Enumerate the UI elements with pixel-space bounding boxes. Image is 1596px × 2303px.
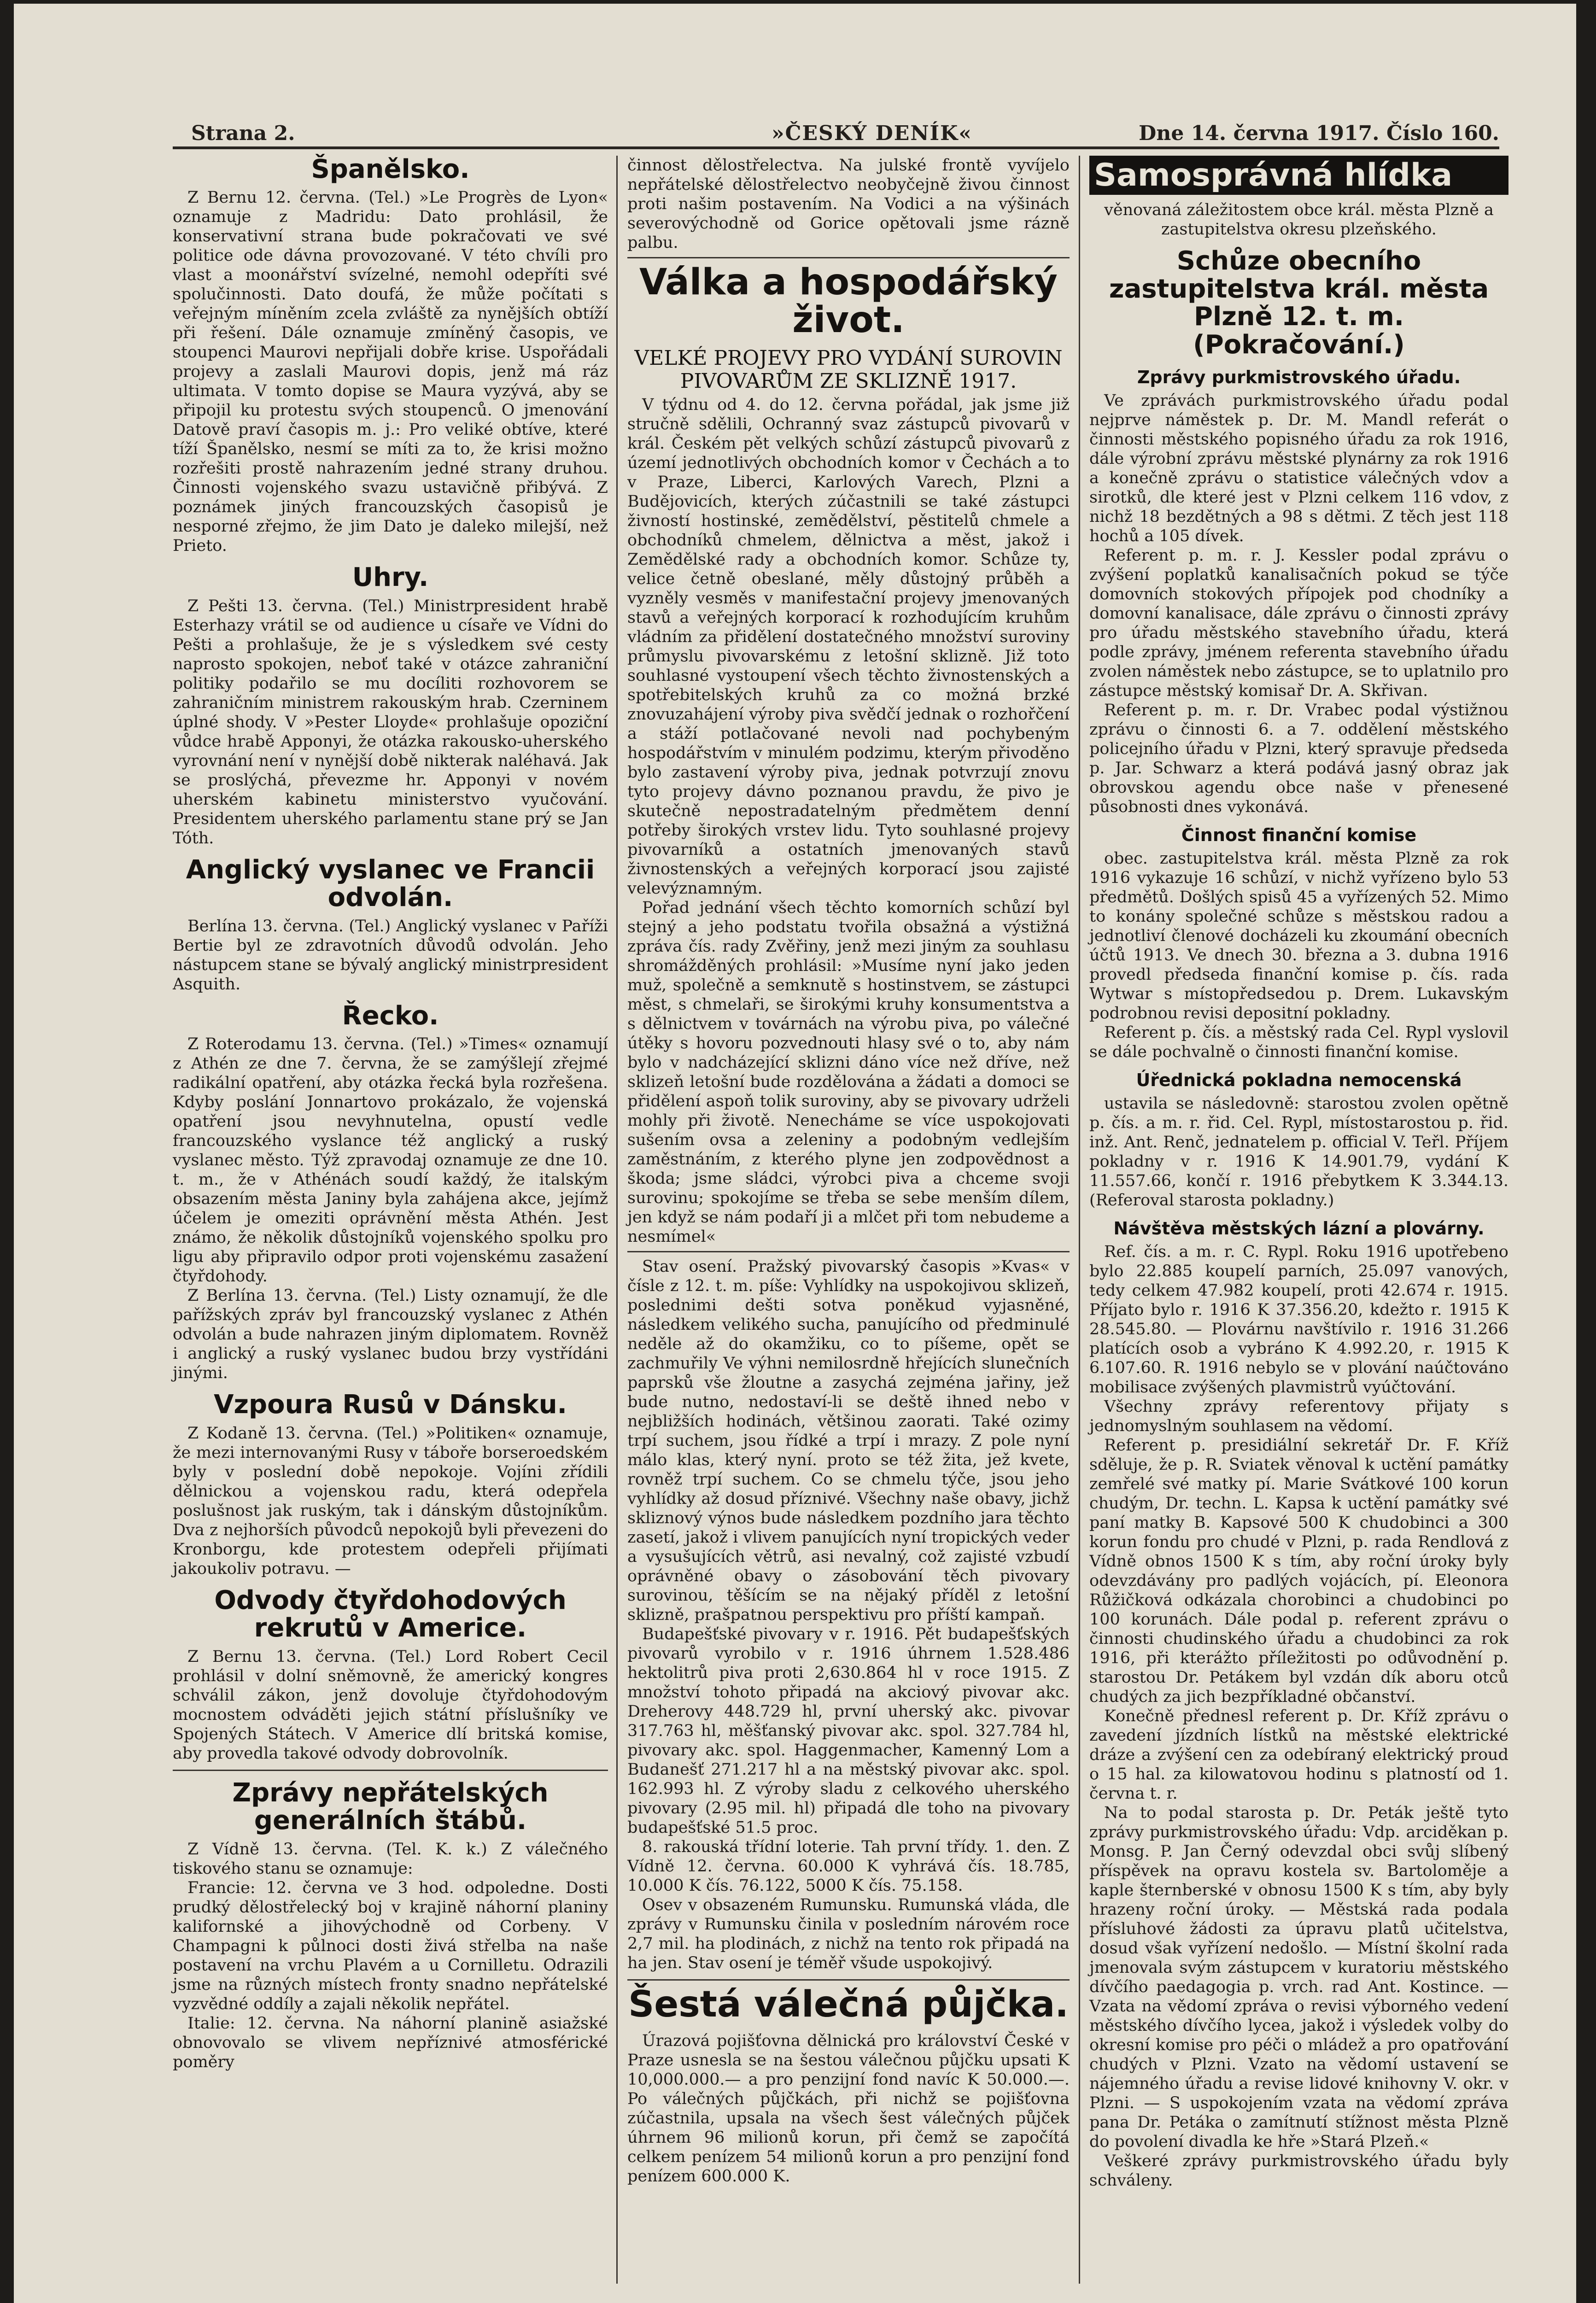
column-left [173,156,608,2078]
article-body: Budapešťské pivovary v r. 1916. Pět budapešťských pivovarů vyrobilo v r. 1916 úhrnem 1.528.486 hektolitrů piva proti 2,630.864 hl v roce 1915. Z množství tohoto připadá na akciový pivovar akc. Dreherovy 448.729 hl, první uherský akc. pivovar 317.763 hl, měšťanský pivovar akc. spol. 327.784 hl, pivovary akc. spol. Haggenmacher, Kamenný Lom a Budanešť 271.217 hl a na městský pivovar akc. spol. 162.993 hl. Z výroby sladu z celkového uherského pivovary (2.95 mil. hl) připadá dle toho na pivovary budapešťské 51.5 proc. [627,1625,1070,1837]
article-spanelsko [173,156,608,555]
page-number: Strana 2. [191,122,295,145]
header-rule [173,146,1499,149]
section-rule [627,1979,1070,1981]
article-body: Ve zprávách purkmistrovského úřadu podal nejprve náměstek p. Dr. M. Mandl referát o činnosti městského popisného úřadu za rok 1916, dále výrobní zprávu městské plynárny za rok 1916 a konečně zprávu o statistice válečných vdov a sirotků, dle které jest v Plzni celkem 116 vdov, z nichž 18 bezdětných a 98 s dětmi. Z těch jest 118 hochů a 105 dívek. [1089,392,1508,546]
column-divider [616,156,618,2284]
article-body: Berlína 13. června. (Tel.) Anglický vyslanec v Paříži Bertie byl ze zdravotních důvodů odvolán. Jeho nástupcem stane se bývalý anglický ministrpresident Asquith. [173,917,608,994]
masthead: »ČESKÝ DENÍK« [772,122,972,145]
article-body: Z Roterodamu 13. června. (Tel.) »Times« oznamují z Athén ze dne 7. června, že se zamýšlejí zřejmé radikální opatření, aby otázka řecká byla rozřešena. Kdyby poslání Jonnartovo prokázalo, že vojenská opatření jsou nevyhnutelna, opustí vedle francouzského vyslance též anglický a ruský vyslanec město. Týž zpravodaj oznamuje ze dne 10. t. m., že v Athénách soudí každý, že italským obsazením města Janiny byla zahájena akce, jejímž účelem je omeziti oprávnění města Athén. Jest známo, že několik důstojníků vojenského spolku pro ligu aby připravilo odpor proti vojenskému zasažení čtyřdohody. [173,1035,608,1286]
article-title: Vzpoura Rusů v Dánsku. [214,1390,567,1420]
article-title: Schůze obecního zastupitelstva král. města Plzně 12. t. m. (Pokračování.) [1109,246,1489,360]
article-body: Veškeré zprávy purkmistrovského úřadu byly schváleny. [1089,2152,1508,2190]
article-body: obec. zastupitelstva král. města Plzně za rok 1916 vykazuje 16 schůzí, v nichž vyřízeno bylo 53 předmětů. Došlých spisů 45 a vyřízených 52. Mimo to konány společné schůze s městskou radou a jednotliví členové docházeli ku zkoumání obecních účtů 1913. Ve dnech 30. března a 3. dubna 1916 provedl předseda finanční komise p. čís. rada Wytwar s místopředsedou p. Drem. Lukavským podrobnou revisi depositní pokladny. [1089,849,1508,1023]
column-right [1089,156,1508,2190]
article-body: Z Kodaně 13. června. (Tel.) »Politiken« oznamuje, že mezi internovanými Rusy v táboře borseroedském byly v poslední době nepokoje. Vojíni zřídili dělnickou a vojenskou radu, která odepřela poslušnost jak ruským, tak i dánským důstojníkům. Dva z nejhorších původců nepokojů byli převezeni do Kronborgu, kde protestem odepřeli přijímati jakoukoliv potravu. — [173,1424,608,1578]
article-recko [173,1002,608,1383]
article-body: Z Bernu 12. června. (Tel.) »Le Progrès de Lyon« oznamuje z Madridu: Dato prohlásil, že konservativní strana bude pokračovati ve své politice ode dávna provozované. V této chvíli pro vlast a moonářství svízelné, nemohl odepříti své spolučinnosti. Dato doufá, že může počítati s veřejným míněním zcela zvláště za nynějších obtíží při řešení. Dále oznamuje zmíněný časopis, ve stoupenci Maurovi nepřijali dobře krise. Uspořádali projevy a zaslali Maurovi dopis, jenž má ráz ultimata. V tomto dopise se Maura vyzývá, aby se připojil ku protestu svých stoupenců. O jmenování Datově praví časopis m. j.: Pro veliké obtíve, které tíží Španělsko, nesmí se míti za to, že krisi možno rozřešiti prostě nahrazením jedné strany druhou. Činnosti vojenského svazu ustavičně přibývá. Z poznámek jiných francouzských časopisů je nesporné zřejmo, že jim Dato je daleko milejší, než Prieto. [173,188,608,555]
newspaper-page [14,4,1576,2303]
article-body: Pořad jednání všech těchto komorních schůzí byl stejný a jeho podstatu tvořila obsažná a výstižná zpráva čís. rady Zvěřiny, jenž mezi jiným za souhlasu shromážděných prohlásil: »Musíme nyní jako jeden muž, společně a semknutě s hostinstvem, se zástupci měst, s chmelaři, se širokými kruhy konsumentstva a s dělnictvem v továrnách na výrobu piva, po válečné útěky s hovoru pozvednouti hlasy své o to, aby nám bylo v nadcházející sklizni dáno více než dříve, než sklizeň letošní bude rozdělována a žádati a domoci se přidělení aspoň tolik suroviny, aby se pivovary udrželi mohly při životě. Nenecháme se více uspokojovati sušením ovsa a zeleniny a podobným vedlejším zaměstnáním, z kterého plyne jen zodpovědnost a škoda; jsme sládci, výrobci piva a chceme svoji surovinu; spokojíme se třeba se sebe menším dílem, jen když se nám podaří ji a mlčet při tom nebudeme a nesmímel« [627,898,1070,1246]
article-title: Zprávy nepřátelských generálních štábů. [232,1777,549,1836]
section-rule [627,257,1070,258]
article-title: Uhry. [352,562,429,593]
article-odvody [173,1587,608,1763]
article-body: 8. rakouská třídní loterie. Tah první třídy. 1. den. Z Vídně 12. června. 60.000 K vyhrává čís. 18.785, 10.000 K čís. 76.122, 5000 K čís. 75.158. [627,1837,1070,1895]
article-body: Stav osení. Pražský pivovarský časopis »Kvas« v čísle z 12. t. m. píše: Vyhlídky na uspokojivou sklizeň, poslednimi dešti sotva poněkud vyjasněné, následkem velikého sucha, panujícího od předminulé neděle až do okamžiku, co to píšeme, opět se zachmuřily Ve výhni nemilosrdně hřejících slunečních paprsků vše žloutne a zasychá zejména jařiny, jež bude nutno, nedostaví-li se deště ihned nebo v nejbližších hodinách, většinou zaorati. Také ozimy trpí suchem, jsou řídké a trpí i mrazy. Z pole nyní málo klas, který nyní. proto se též žita, jež kvete, rovněž trpí suchem. Co se chmelu týče, jsou jeho vyhlídky až dosud příznivé. Všechny naše obavy, jichž skliznový výnos bude následkem pozdního jara těchto zasetí, jakož i vlivem panujících nyní tropických veder a vysušujících větrů, asi nevalný, což zajisté vzbudí oprávněné obavy o zásobování těch pivovary surovinou, těšícím se na nějaký příděl z letošní sklizně, prašpatnou perspektivu pro příští kampaň. [627,1257,1070,1624]
article-body: Francie: 12. června ve 3 hod. odpoledne. Dosti prudký dělostřelecký boj v krajině náhorní planiny kalifornské a jihovýchodně od Corbeny. V Champagni k půlnoci dosti živá střelba na naše postavení na vrchu Plavém a u Cornilletu. Odrazili jsme na různých místech fronty snadno nepřátelské vyzvědné oddíly a zajali několik nepřátel. [173,1878,608,2013]
article-body: Referent p. čís. a městský rada Cel. Rypl vyslovil se dále pochvalně o činnosti finanční komise. [1089,1023,1508,1062]
subsection-title: Návštěva městských lázní a plovárny. [1113,1218,1485,1239]
article-body: Italie: 12. června. Na náhorní planině asiažské obnovovalo se vlivem nepříznivé atmosférické poměry [173,2014,608,2071]
issue-date: Dne 14. června 1917. Číslo 160. [1139,122,1499,145]
column-middle [627,156,1070,2192]
article-body: ustavila se následovně: starostou zvolen opětně p. čís. a m. r. řid. Cel. Rypl, místostarostou p. řid. inž. Ant. Renč, jednatelem p. official V. Teřl. Příjem pokladny v r. 1916 K 14.901.79, vydání K 11.557.66, končí r. 1916 přebytkem K 3.344.13. (Referoval starosta pokladny.) [1089,1094,1508,1210]
section-lead: věnovaná záležitostem obce král. města Plzně a zastupitelstva okresu plzeňského. [1104,201,1494,239]
subsection-title: Úřednická pokladna nemocenská [1136,1070,1462,1091]
column-divider [1079,156,1080,2284]
article-body: Referent p. m. r. J. Kessler podal zprávu o zvýšení poplatků kanalisačních pokud se týče domovních stokových přípojek pod chodníky a domovní kanalisace, dále zprávu o činnosti zprávy pro úřadu městského stavebního úřadu, která podle zprávy, jménem referenta stavebního úřadu zvolen náměstek nebo zástupce, se to uplatnilo pro zástupce městský komisař Dr. A. Skřivan. [1089,546,1508,701]
article-body: Ref. čís. a m. r. C. Rypl. Roku 1916 upotřebeno bylo 22.885 koupelí parních, 25.097 vanových, tedy celkem 47.982 koupelí, proti 42.674 r. 1915. Příjato bylo r. 1916 K 37.356.20, kdežto r. 1915 K 28.545.80. — Plovárnu navštívilo r. 1916 31.266 platících osob a vybráno K 4.992.20, r. 1915 K 6.107.60. R. 1916 nebylo se v plování naúčtováno mobilisace zvýšených plavmistrů vyúčtování. [1089,1243,1508,1397]
article-uhry [173,564,608,848]
article-body: Z Vídně 13. června. (Tel. K. k.) Z válečného tiskového stanu se oznamuje: [173,1840,608,1878]
article-vzpoura [173,1391,608,1578]
continued-text: činnost dělostřelectva. Na julské frontě vyvíjelo nepřátelské dělostřelectvo neobyčejně živou činnost proti našim postavením. Na Vodici a na výšinách severovýchodně od Gorice opětovali jsme rázně palbu. [627,156,1070,252]
article-body: Referent p. presidiální sekretář Dr. F. Kříž sděluje, že p. R. Sviatek věnoval k uctění památky zemřelé své matky pí. Marie Svátkové 100 korun chudým, Dr. techn. L. Kapsa k uctění památky své paní matky B. Kapsové 500 K chudobinci a 300 korun fondu pro chudé v Plzni, p. rada Rendlová z Vídně obnos 1500 K s tím, aby roční úroky byly odevzdávány pro padlých vojácích, pí. Eleonora Růžičková odkázala chorobinci a chudobinci po 100 korunách. Dále podal p. referent zprávu o činnosti chudinského úřadu a chudobinci za rok 1916, při kterážto příležitosti po odůvodnění p. starostou Dr. Petákem byl vzdán dík aboru otců chudých za jich bezpříkladné občanství. [1089,1436,1508,1707]
article-valka-hospodarsky-zivot [627,264,1070,1973]
section-rule [627,1251,1070,1252]
article-subtitle: VELKÉ PROJEVY PRO VYDÁNÍ SUROVIN PIVOVARŮM ZE SKLIZNĚ 1917. [634,346,1063,393]
article-sesta-pujcka [627,1983,1070,2186]
article-body: V týdnu od 4. do 12. června pořádal, jak jsme již stručně sdělili, Ochranný svaz zástupců pivovarů v král. Českém pět velkých schůzí zástupců pivovarů z území jednotlivých obchodních komor v Čechách a to v Praze, Liberci, Karlových Varech, Plzni a Budějovicích, kterých zúčastnili se také zástupci živností hostinské, zemědělství, pěstitelů chmele a obchodníků chmelem, dělnictva a měst, jakož i Zemědělské rady a obchodních komor. Schůze ty, velice četně obeslané, měly důstojný průběh a vyzněly vesměs v manifestační projevy jmenovaných stavů a veřejných korporací k rozhodujícím kruhům vládním za přidělení dostatečného množství suroviny průmyslu pivovarskému z letošní sklizně. Již toto souhlasné vystoupení všech těchto živnostenských a spotřebitelských kruhů za co možná brzké znovuzahájení výroby piva svědčí jednak o rozhořčení a stáží potlačované nevoli nad pochybeným hospodářstvím v minulém podzimu, kterým přivoděno bylo zastavení výroby piva, jednak potvrzují znovu tyto projevy dávno poznanou pravdu, že pivo je skutečně nepostradatelným předmětem denní potřeby širokých vrstev lidu. Tyto souhlasné projevy pivovarníků a ostatních jmenovaných stavů živnostenských a veřejných korporací jsou zajisté velevýznamným. [627,395,1070,898]
article-body: Úrazová pojišťovna dělnická pro království České v Praze usnesla se na šestou válečnou půjčku upsati K 10,000.000.— a pro penzijní fond navíc K 50.000.—. Po válečných půjčkách, při nichž se pojišťovna zúčastnila, upsala na všech šest válečných půjček úhrnem 96 milionů korun, při čemž se započítá celkem penízem 54 milionů korun a pro penzijní fond penízem 600.000 K. [627,2031,1070,2186]
section-banner: Samosprávná hlídka [1089,156,1508,195]
article-body: Referent p. m. r. Dr. Vrabec podal výstižnou zprávu o činnosti 6. a 7. oddělení městského policejního úřadu v Plzni, který spravuje předseda p. Jar. Schwarz a která podává jasný obraz jak obrovskou agendu obce naše v přenesené působnosti dnes vykonává. [1089,701,1508,817]
article-zpravy-stabu [173,1779,608,2072]
subsection-title: Zprávy purkmistrovského úřadu. [1137,367,1461,388]
subsection-title: Činnost finanční komise [1181,825,1417,846]
article-title: Šestá válečná půjčka. [628,1983,1069,2025]
article-title: Anglický vyslanec ve Francii odvolán. [186,854,595,913]
article-body: Osev v obsazeném Rumunsku. Rumunská vláda, dle zprávy v Rumunsku činila v posledním nárovém roce 2,7 mil. ha plodinách, z nichž na tento rok připadá na ha jen. Stav osení je téměř všude uspokojivý. [627,1895,1070,1972]
page-header [173,116,1499,148]
article-body: Konečně přednesl referent p. Dr. Kříž zprávu o zavedení jízdních lístků na městské elektrické dráze a zvýšení cen za odebíraný elektrický proud o 15 hal. za kilowatovou hodinu s platností od 1. června t. r. [1089,1707,1508,1803]
article-body: Na to podal starosta p. Dr. Peták ještě tyto zprávy purkmistrovského úřadu: Vdp. arciděkan p. Monsg. P. Jan Černý odevzdal obci svůj slíbený příspěvek na opravu kostela sv. Bartoloměje a kaple šternberské v obnosu 1500 K s tím, aby byly hrazeny roční úroky. — Městská rada podala přísluhové žádosti za úpravu platů učitelstva, dosud však vyřízení nedošlo. — Místní školní rada jmenovala svým zástupcem v kuratoriu městského dívčího paedagogia p. vrch. rad Ant. Kostince. — Vzata na vědomí zpráva o revisi výborného vedení městského dívčího lycea, jakož i výsledek volby do okresní komise pro péči o mládež a pro opatřování chudých v Plzni. Vzato na vědomí ustavení se nájemného úřadu a revise lidové knihovny V. okr. v Plzni. — S uspokojením vzata na vědomí zpráva pana Dr. Petáka o zamítnutí stížnost města Plzně do povolení divadla ke hře »Stará Plzeň.« [1089,1804,1508,2151]
article-title: Řecko. [342,1000,439,1031]
article-body: Z Pešti 13. června. (Tel.) Ministrpresident hrabě Esterhazy vrátil se od audience u císaře ve Vídni do Pešti a prohlašuje, že je s výsledkem své cesty naprosto spokojen, neboť také v otázce zahraniční politiky podařilo se mu docíliti rozhovorem se zahraničním ministrem rakouským hrab. Czerninem úplné shody. V »Pester Lloyde« prohlašuje opoziční vůdce hrabě Apponyi, že otázka rakousko-uherského vyrovnání není v nynější době nikterak naléhavá. Jak se proslýchá, převezme hr. Apponyi v novém uherském kabinetu ministerstvo vyučování. Presidentem uherského parlamentu stane prý se Jan Tóth. [173,596,608,848]
article-body: Všechny zprávy referentovy přijaty s jednomyslným souhlasem na vědomí. [1089,1397,1508,1436]
article-title: Válka a hospodářský život. [639,262,1058,341]
article-body: Z Bernu 13. června. (Tel.) Lord Robert Cecil prohlásil v dolní sněmovně, že americký kongres schválil zákon, jenž dovoluje čtyřdohodovým mocnostem odváděti jejich státní příslušníky ve Spojených Státech. V Americe dlí britská komise, aby provedla takové odvody dobrovolník. [173,1647,608,1763]
section-rule [173,1770,608,1771]
article-anglicky-vyslanec [173,856,608,994]
article-title: Španělsko. [311,154,470,184]
article-title: Odvody čtyřdohodových rekrutů v Americe. [214,1585,567,1643]
article-body: Z Berlína 13. června. (Tel.) Listy oznamují, že dle pařížských zpráv byl francouzský vyslanec z Athén odvolán a bude nahrazen jiným diplomatem. Rovněž i anglický a ruský vyslanec budou brzy vystřídáni jinými. [173,1286,608,1383]
